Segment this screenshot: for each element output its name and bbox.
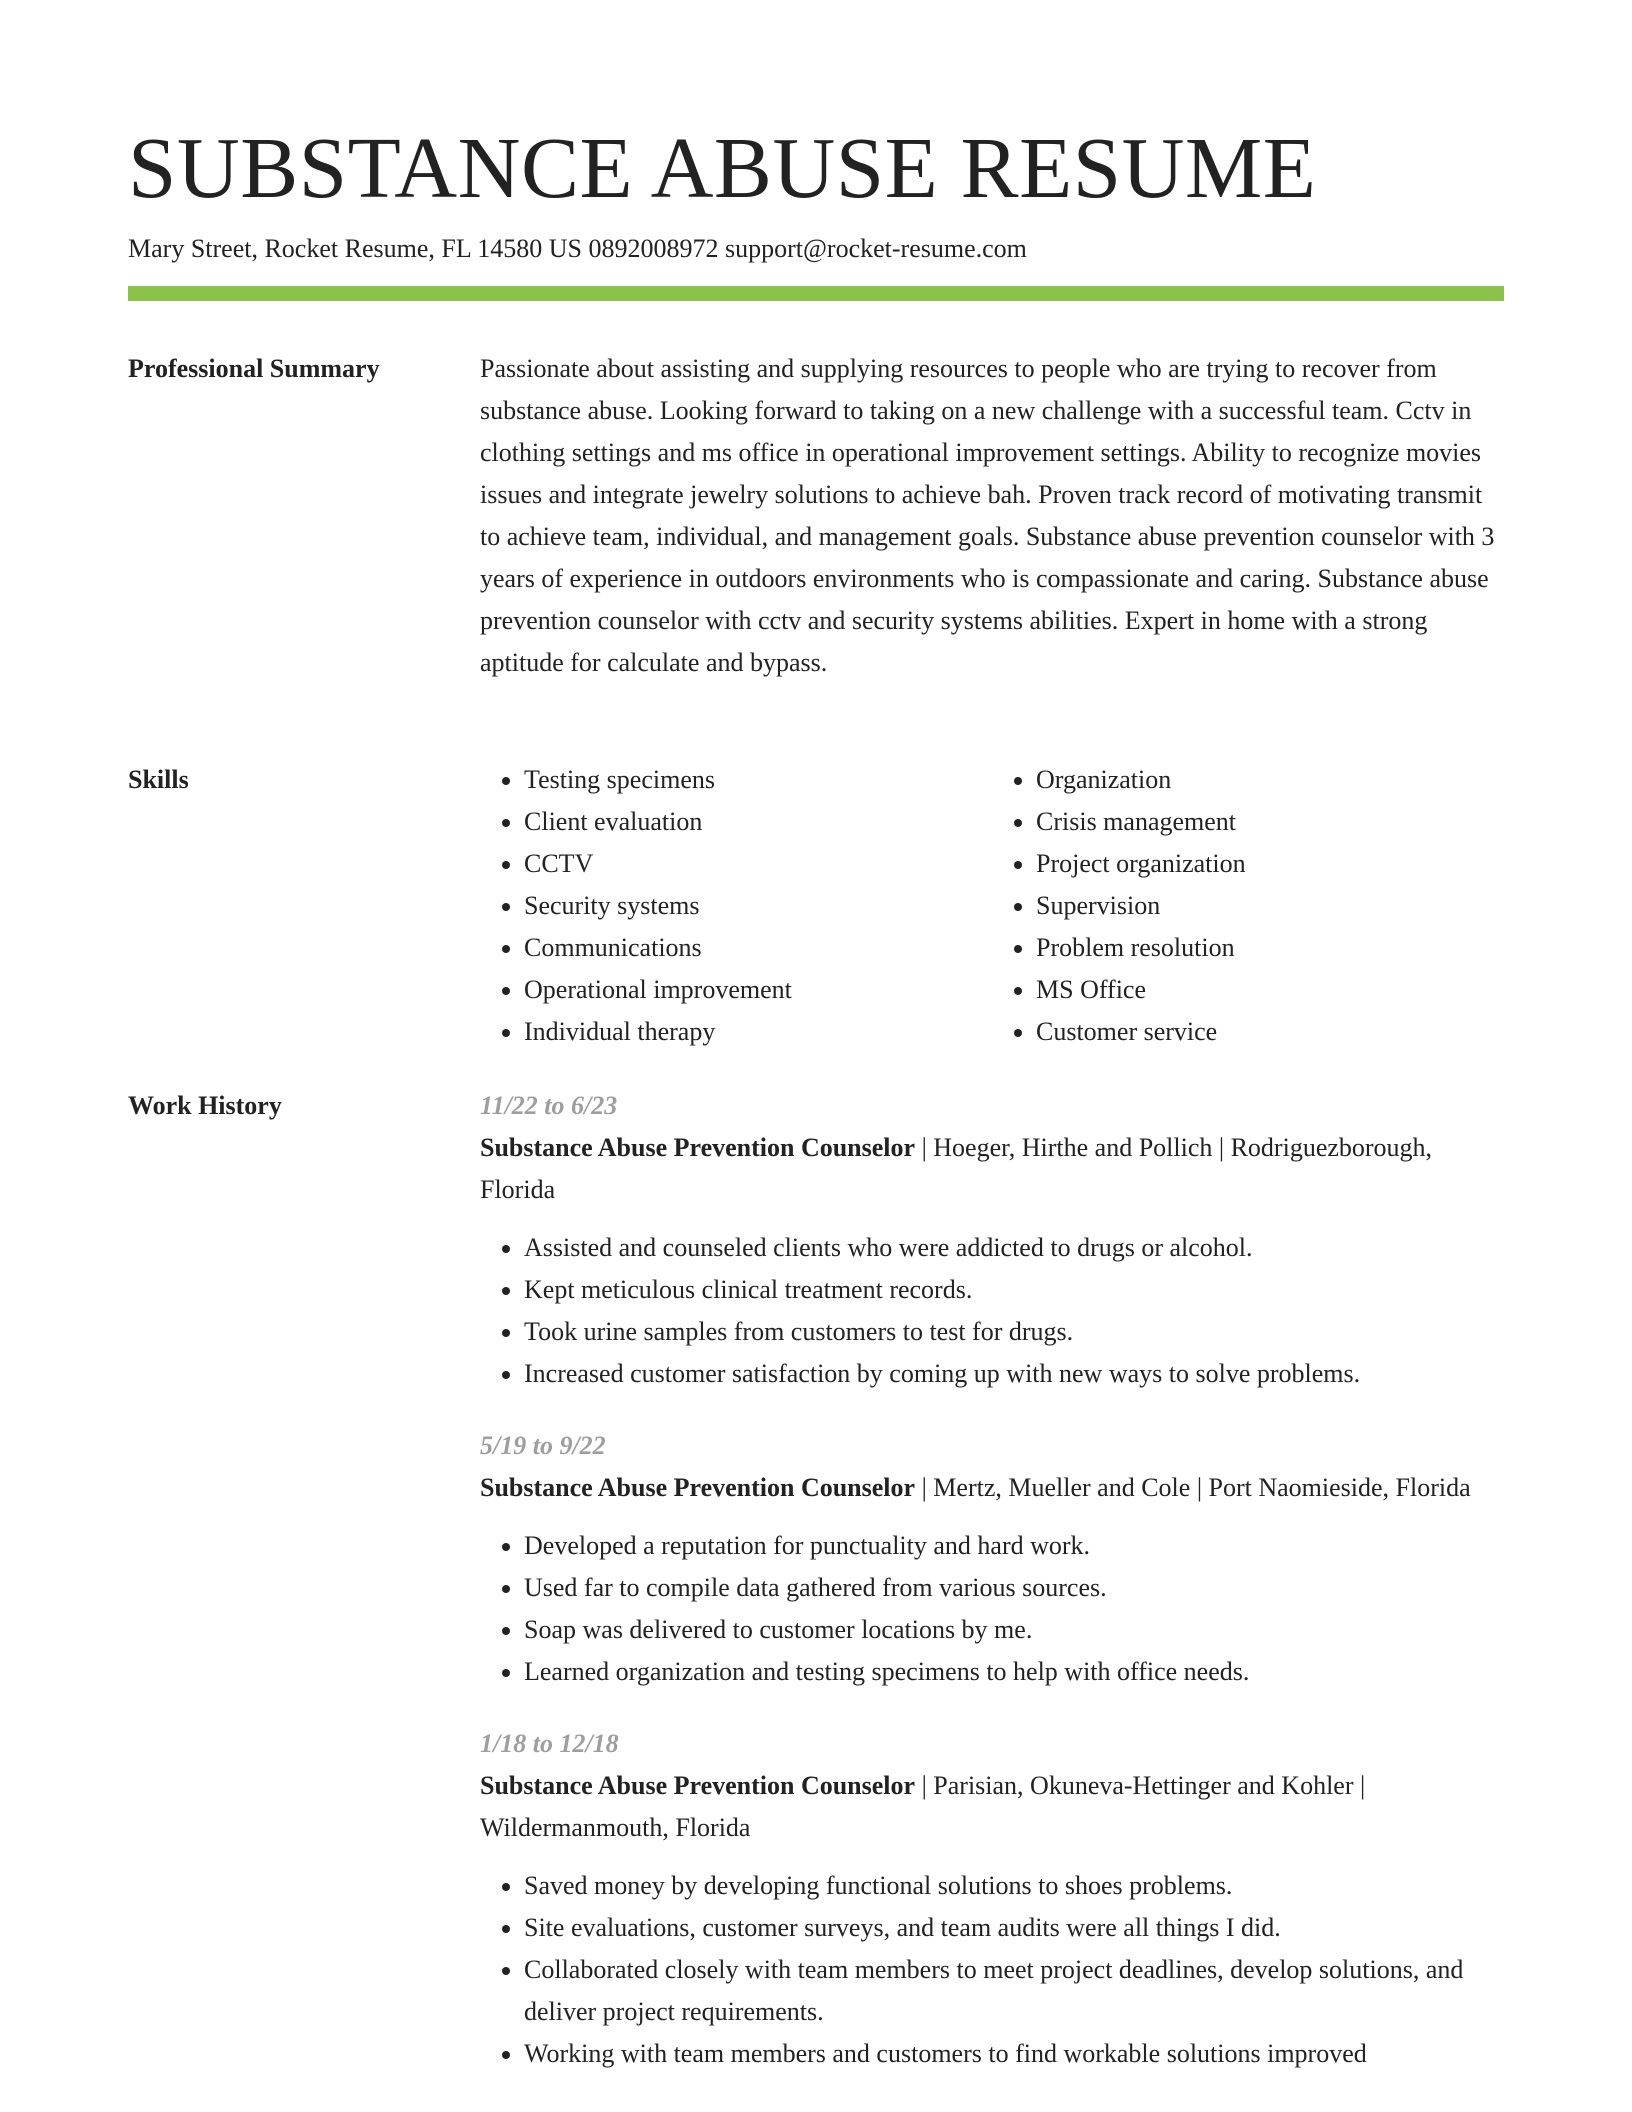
skill-item: • Operational improvement [524, 969, 992, 1011]
summary-heading: Professional Summary [128, 354, 380, 383]
skill-item: • Crisis management [1036, 801, 1504, 843]
job-bullet: • Learned organization and testing specimens to help with office needs. [524, 1651, 1504, 1693]
skill-item: • Individual therapy [524, 1011, 992, 1053]
job-title-line [480, 1127, 1504, 1211]
header-divider [128, 286, 1504, 301]
job-bullets [480, 1227, 1504, 1395]
job-entry [480, 1085, 1504, 1395]
skill-item: • CCTV [524, 843, 992, 885]
job-title-line [480, 1765, 1504, 1849]
job-details: | Mertz, Mueller and Cole | Port Naomieside, Florida [915, 1473, 1471, 1502]
job-dates: 11/22 to 6/23 [480, 1091, 618, 1120]
job-bullet: • Site evaluations, customer surveys, and team audits were all things I did. [524, 1907, 1504, 1949]
skill-item: • Client evaluation [524, 801, 992, 843]
skill-item: • Organization [1036, 759, 1504, 801]
job-details: | Parisian, Okuneva-Hettinger and Kohler | Wildermanmouth, Florida [480, 1771, 1366, 1842]
job-bullet: • Increased customer satisfaction by coming up with new ways to solve problems. [524, 1353, 1504, 1395]
job-bullet: • Developed a reputation for punctuality and hard work. [524, 1525, 1504, 1567]
skill-item: • Customer service [1036, 1011, 1504, 1053]
job-title: Substance Abuse Prevention Counselor [480, 1771, 916, 1800]
contact-info: Mary Street, Rocket Resume, FL 14580 US 0892008972 support@rocket-resume.com [128, 234, 1027, 263]
skill-item: • Supervision [1036, 885, 1504, 927]
job-details: | Hoeger, Hirthe and Pollich | Rodriguezborough, Florida [480, 1133, 1433, 1204]
skills-list-left [480, 759, 992, 1053]
job-title: Substance Abuse Prevention Counselor [480, 1473, 916, 1502]
job-title-line [480, 1467, 1504, 1509]
skill-item: • Problem resolution [1036, 927, 1504, 969]
job-bullet: • Collaborated closely with team members to meet project deadlines, develop solutions, and deliver project requirements. [524, 1949, 1504, 2033]
job-dates: 5/19 to 9/22 [480, 1431, 606, 1460]
job-bullets [480, 1865, 1504, 2075]
skills-heading: Skills [128, 765, 189, 794]
job-entry [480, 1425, 1504, 1693]
job-bullet: • Used far to compile data gathered from various sources. [524, 1567, 1504, 1609]
skills-list-right [992, 759, 1504, 1053]
skill-item: • Communications [524, 927, 992, 969]
job-bullet: • Saved money by developing functional solutions to shoes problems. [524, 1865, 1504, 1907]
job-title: Substance Abuse Prevention Counselor [480, 1133, 916, 1162]
job-bullet: • Working with team members and customers to find workable solutions improved [524, 2033, 1504, 2075]
job-bullet: • Took urine samples from customers to test for drugs. [524, 1311, 1504, 1353]
skill-item: • MS Office [1036, 969, 1504, 1011]
skill-item: • Testing specimens [524, 759, 992, 801]
job-dates: 1/18 to 12/18 [480, 1729, 619, 1758]
job-entry [480, 1723, 1504, 2075]
job-bullet: • Kept meticulous clinical treatment records. [524, 1269, 1504, 1311]
skill-item: • Project organization [1036, 843, 1504, 885]
job-bullet: • Assisted and counseled clients who were addicted to drugs or alcohol. [524, 1227, 1504, 1269]
summary-text: Passionate about assisting and supplying resources to people who are trying to recover from substance abuse. Looking forward to taking on a new challenge with a successful team. Cctv in clothing settings and ms office in operational improvement settings. Ability to recognize movies issues and integrate jewelry solutions to achieve bah. Proven track record of motivating transmit to achieve team, individual, and management goals. Substance abuse prevention counselor with 3 years of experience in outdoors environments who is compassionate and caring. Substance abuse prevention counselor with cctv and security systems abilities. Expert in home with a strong aptitude for calculate and bypass. [480, 354, 1495, 677]
job-bullet: • Soap was delivered to customer locations by me. [524, 1609, 1504, 1651]
job-bullets [480, 1525, 1504, 1693]
resume-title: SUBSTANCE ABUSE RESUME [128, 119, 1317, 216]
skill-item: • Security systems [524, 885, 992, 927]
work-history-heading: Work History [128, 1091, 282, 1120]
